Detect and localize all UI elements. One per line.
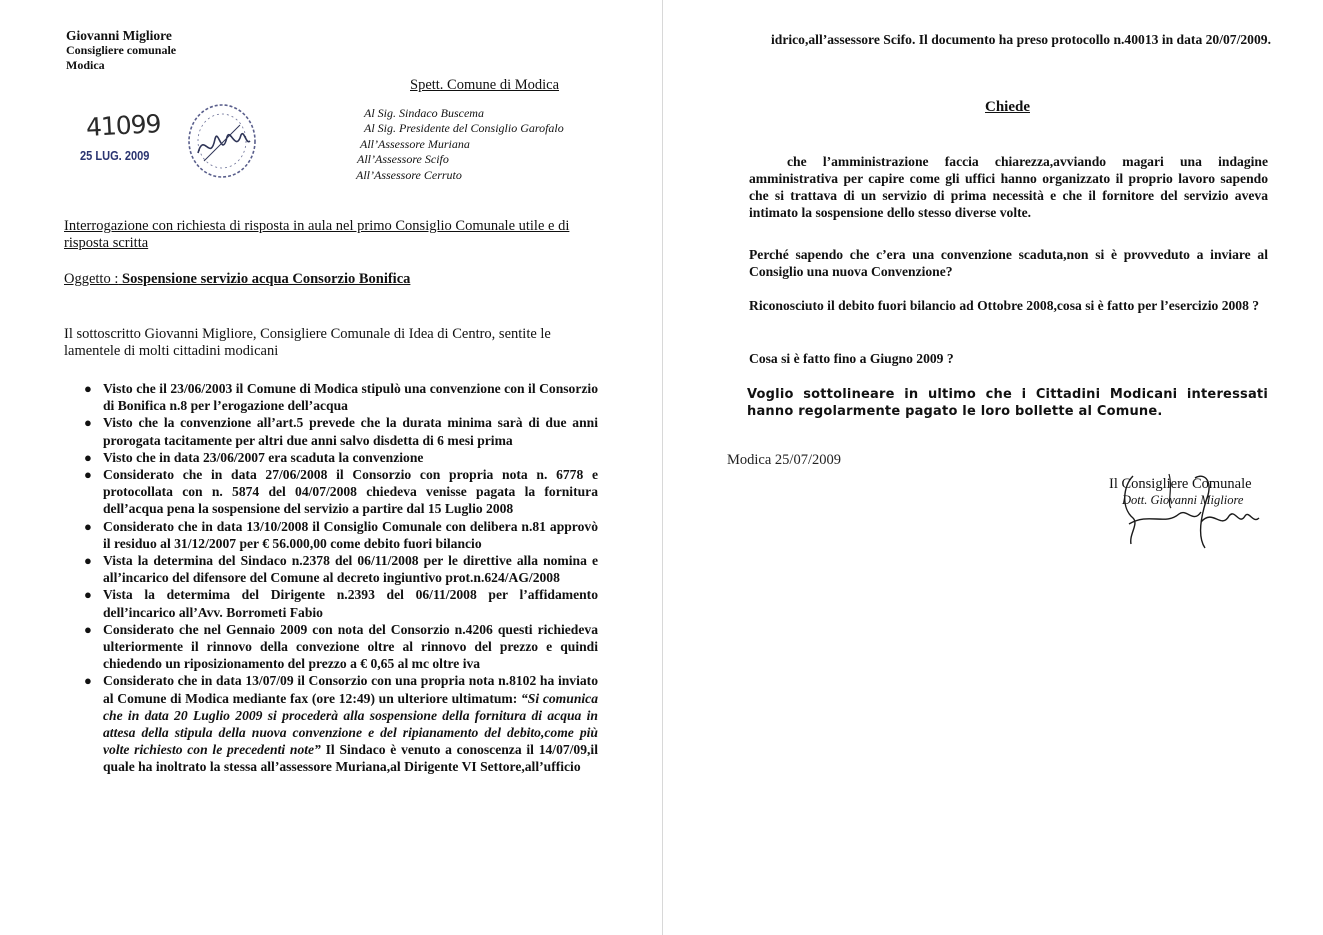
place-and-date: Modica 25/07/2009 <box>727 452 841 468</box>
recipient-item: All’Assessore Cerruto <box>356 167 462 182</box>
sender-role: Consigliere comunale <box>66 43 177 57</box>
addressee: Spett. Comune di Modica <box>410 77 560 93</box>
recipient-item: All’Assessore Muriana <box>360 136 470 151</box>
list-item-text: Vista la determima del Dirigente n.2393 del 06/11/2008 per l’affidamento dell’incarico all’Avv. Borrometi Fabio <box>103 587 598 620</box>
recipient-item: Al Sig. Presidente del Consiglio Garofalo <box>364 121 564 136</box>
list-item: ● Vista la determima del Dirigente n.2393 del 06/11/2008 per l’affidamento dell’incarico all’Avv. Borrometi Fabio <box>84 587 598 620</box>
list-item: ● Considerato che in data 13/07/09 il Consorzio con una propria nota n.8102 ha inviato al Comune di Modica mediante fax (ore 12:49) un ulteriore ultimatum: “Si comunica che in data 20 Luglio 2009 si procederà alla sospensione della fornitura di acqua in attesa della stipula della nuova convenzione e del ripianamento del debito,come più volte richiesto con le precedenti note” Il Sindaco è venuto a conoscenza il 14/07/09,il quale ha inoltrato la stessa all’assessore Muriana,al Dirigente VI Settore,all’ufficio <box>84 673 598 775</box>
list-item-text-part: Considerato che in data 13/07/09 il Consorzio con una propria nota n.8102 ha inviato al Comune di Modica mediante fax (ore 12:49) un ulteriore ultimatum: <box>103 673 598 706</box>
list-item: ● Considerato che in data 13/10/2008 il Consiglio Comunale con delibera n.81 approvò il residuo al 31/12/2007 per € 56.000,00 come debito fuori bilancio <box>84 518 598 551</box>
signature-name: Dott. Giovanni Migliore <box>1122 493 1244 507</box>
recipients-list <box>356 106 564 183</box>
subject-label: Oggetto : <box>64 271 119 287</box>
list-item-text: Visto che la convenzione all’art.5 prevede che la durata minima sarà di due anni prorogata tacitamente per altri due anni salvo disdetta di 6 mesi prima <box>103 415 598 448</box>
list-item: ● Vista la determina del Sindaco n.2378 del 06/11/2008 per le direttive alla nomina e all’incarico del difensore del Comune al decreto ingiuntivo prot.n.624/AG/2008 <box>84 553 598 586</box>
list-item-text: Visto che il 23/06/2003 il Comune di Modica stipulò una convenzione con il Consorzio di Bonifica n.8 per l’erogazione dell’acqua <box>103 381 598 414</box>
list-item-text <box>103 673 598 774</box>
request-heading: Chiede <box>985 99 1030 115</box>
list-item: ● Considerato che in data 27/06/2008 il Consorzio con propria nota n. 6778 e protocollata con n. 5874 del 04/07/2008 chiedeva venisse pagata la fornitura dell’acqua pena la sospensione del servizio a partire dal 15 Luglio 2008 <box>84 467 598 517</box>
subject-text: Sospensione servizio acqua Consorzio Bonifica <box>122 271 411 287</box>
right-page <box>662 0 1323 935</box>
handwritten-signature <box>1109 468 1261 552</box>
quoted-ultimatum: “Si comunica che in data 20 Luglio 2009 si procederà alla sospensione della fornitura di acqua in attesa della stipula della nuova convenzione e del ripianamento del debito,come più volte richiesto con le precedenti note” <box>103 690 598 758</box>
list-item-text: Vista la determina del Sindaco n.2378 del 06/11/2008 per le direttive alla nomina e all’incarico del difensore del Comune al decreto ingiuntivo prot.n.624/AG/2008 <box>103 553 598 586</box>
list-item-text: Considerato che nel Gennaio 2009 con nota del Consorzio n.4206 questi richiedeva ulteriormente il rinnovo della convezione oltre al rinnovo del prezzo e quindi chiedendo un riposizionamento del prezzo a € 0,65 al mc oltre iva <box>103 621 598 672</box>
subject-line <box>64 271 410 288</box>
signature-title: Il Consigliere Comunale <box>1109 476 1252 492</box>
handwritten-protocol-number: 41099 <box>85 109 162 142</box>
continuation-text: idrico,all’assessore Scifo. Il documento ha preso protocollo n.40013 in data 20/07/2009. <box>771 32 1271 47</box>
request-question: Cosa si è fatto fino a Giugno 2009 ? <box>749 351 954 366</box>
list-item: ● Visto che la convenzione all’art.5 prevede che la durata minima sarà di due anni prorogata tacitamente per altri due anni salvo disdetta di 6 mesi prima <box>84 415 598 448</box>
list-item-text: Considerato che in data 27/06/2008 il Consorzio con propria nota n. 6778 e protocollata con n. 5874 del 04/07/2008 chiedeva venisse pagata la fornitura dell’acqua pena la sospensione del servizio a partire dal 15 Luglio 2008 <box>103 467 598 517</box>
list-item: ● Considerato che nel Gennaio 2009 con nota del Consorzio n.4206 questi richiedeva ulteriormente il rinnovo della convezione oltre al rinnovo del prezzo e quindi chiedendo un riposizionamento del prezzo a € 0,65 al mc oltre iva <box>84 621 598 672</box>
list-item: ● Visto che in data 23/06/2007 era scaduta la convenzione <box>84 449 424 465</box>
list-item-text-part: Il Sindaco è venuto a conoscenza il 14/07/09,il quale ha inoltrato la stessa all’assessore Muriana,al Dirigente VI Settore,all’ufficio <box>103 742 598 775</box>
closing-note: Voglio sottolineare in ultimo che i Cittadini Modicani interessati hanno regolarmente pagato le loro bollette al Comune. <box>747 387 1268 419</box>
body-intro: Il sottoscritto Giovanni Migliore, Consigliere Comunale di Idea di Centro, sentite le lamentele di molti cittadini modicani <box>64 326 551 359</box>
premises-list <box>84 380 598 776</box>
list-item-text: Visto che in data 23/06/2007 era scaduta la convenzione <box>103 449 424 465</box>
list-item: ● Visto che il 23/06/2003 il Comune di Modica stipulò una convenzione con il Consorzio di Bonifica n.8 per l’erogazione dell’acqua <box>84 381 598 414</box>
recipient-item: All’Assessore Scifo <box>357 152 449 167</box>
sender-block <box>66 28 176 73</box>
interrogation-title: Interrogazione con richiesta di risposta in aula nel primo Consiglio Comunale utile e di risposta scritta <box>64 218 570 251</box>
received-date-stamp: 25 LUG. 2009 <box>80 148 150 163</box>
sender-city: Modica <box>66 58 105 72</box>
list-item-text: Considerato che in data 13/10/2008 il Consiglio Comunale con delibera n.81 approvò il residuo al 31/12/2007 per € 56.000,00 come debito fuori bilancio <box>103 518 598 551</box>
recipient-item: Al Sig. Sindaco Buscema <box>364 106 484 120</box>
sender-name: Giovanni Migliore <box>66 28 172 43</box>
request-question: Perché sapendo che c’era una convenzione scaduta,non si è provveduto a inviare al Consiglio una nuova Convenzione? <box>749 247 1268 279</box>
request-paragraph: che l’amministrazione faccia chiarezza,avviando magari una indagine amministrativa per capire come gli uffici hanno organizzato il proprio lavoro sapendo che si trattava di un servizio di prima necessità e che il fornitore del servizio aveva intimato la sospensione dello stesso diverse volte. <box>749 154 1268 220</box>
round-stamp-seal <box>184 101 260 181</box>
request-question: Riconosciuto il debito fuori bilancio ad Ottobre 2008,cosa si è fatto per l’esercizio 2008 ? <box>749 298 1260 313</box>
